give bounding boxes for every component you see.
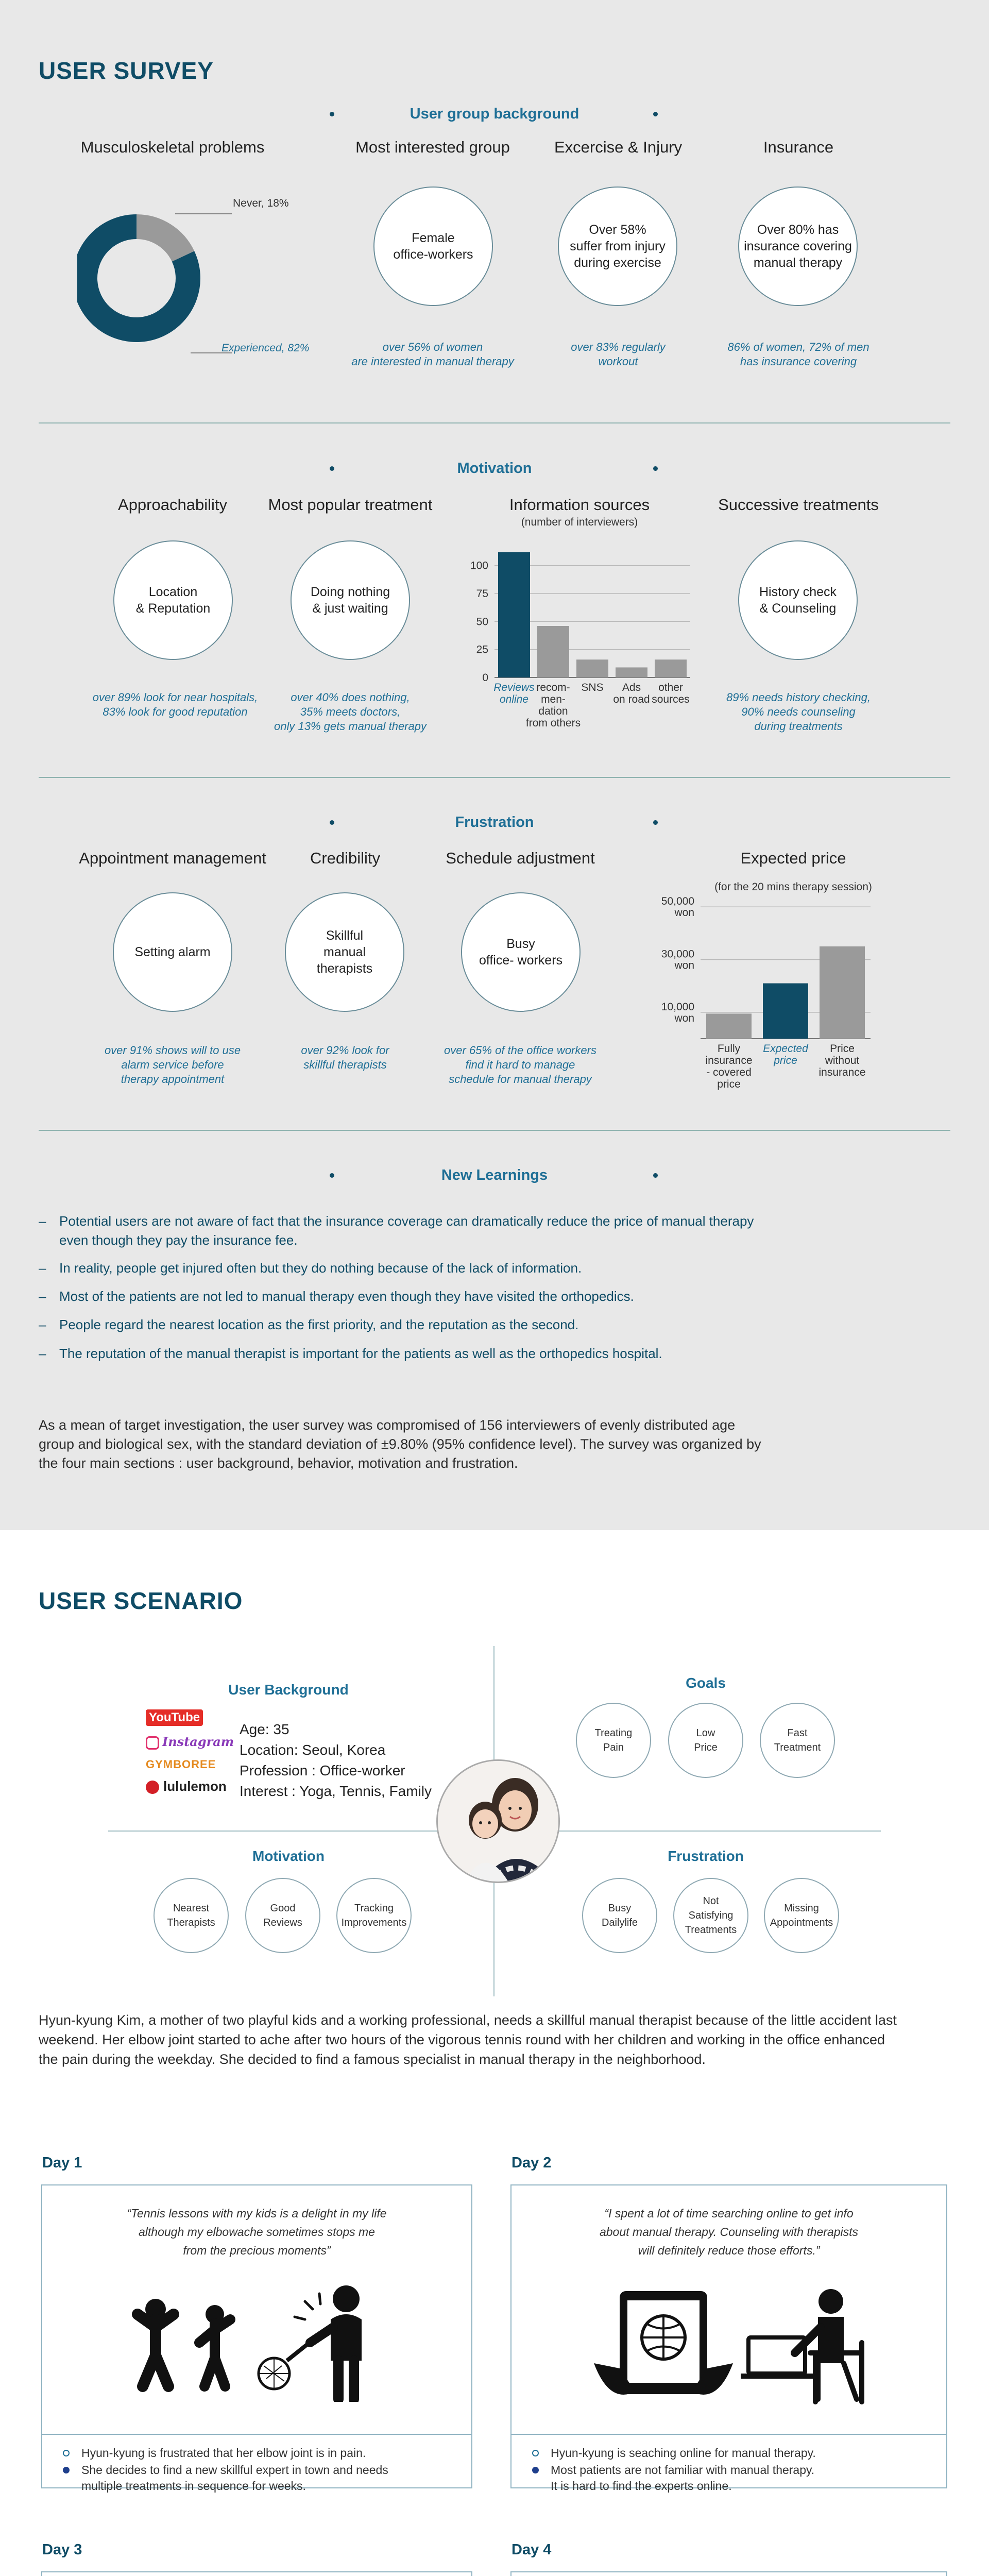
category-label: sources [652,693,690,705]
category-label: Reviews [493,682,535,693]
motivation-circle: Good Reviews [245,1878,320,1953]
circle-popular-treatment: Doing nothing & just waiting [291,540,410,660]
divider [39,422,950,423]
motivation-circle: Tracking Improvements [336,1878,412,1953]
day-2-card [510,2184,947,2493]
background-heading: User group background [0,106,989,123]
bar [706,1013,752,1039]
bar [576,659,608,677]
online-search-icon [589,2281,877,2404]
circle-insurance: Over 80% has insurance covering manual therapy [738,187,858,306]
note: over 56% of women are interested in manual therapy [351,341,514,368]
circle-approachability: Location & Reputation [113,540,233,660]
day-footer [511,2434,946,2435]
note: over 83% regularly workout [571,341,666,368]
information-sources-chart [453,536,701,742]
musculoskeletal-donut [77,185,325,371]
mother-child-photo-icon [438,1761,560,1883]
col-title: Successive treatments [718,496,879,514]
day-quote: “Tennis lessons with my kids is a delight in my life although my elbowache sometimes stops me from the precious moments” [127,2207,387,2257]
circle-successive-treatments: History check & Counseling [738,540,858,660]
learning-item: – People regard the nearest location as the first priority, and the reputation as the second. [39,1317,579,1332]
y-tick-label: 75 [476,587,488,600]
category-label: online [499,693,529,705]
lululemon-logo: lululemon [146,1778,227,1794]
scenario-story: Hyun-kyung Kim, a mother of two playful kids and a working professional, needs a skillful manual therapist because of the little accident last weekend. Her elbow joint started to ache after two hours of the vigorous tennis round with her children and working in the office enhanced the pain during the weekday. She decided to find a famous specialist in manual therapy in the neighborhood. [39,2012,897,2067]
expected-price-chart [639,891,907,1108]
instagram-icon [146,1736,159,1750]
bar [498,552,530,677]
day-2-title: Day 2 [511,2155,552,2171]
circle-exercise-injury: Over 58% suffer from injury during exercise [558,187,677,306]
col-title: Most popular treatment [268,496,433,514]
y-tick-label: 0 [482,672,488,684]
category-label: - covered [706,1066,752,1078]
category-label: other [658,682,683,693]
day-1-title: Day 1 [42,2155,82,2171]
learning-item: – In reality, people get injured often but they do nothing because of the lack of information. [39,1260,582,1276]
y-tick-label: 25 [476,643,488,656]
circle-credibility: Skillful manual therapists [285,892,404,1012]
motivation-heading: Motivation [252,1848,325,1864]
bar [537,626,569,677]
motivation-heading: Motivation [0,460,989,477]
col-title: Credibility [310,849,381,867]
category-label: Ads [622,682,641,693]
goals-heading: Goals [686,1675,726,1691]
note: 89% needs history checking, 90% needs counseling during treatments [726,691,871,733]
note: over 65% of the office workers find it hard to manage schedule for manual therapy [444,1044,596,1086]
category-label: insurance [819,1066,866,1078]
category-label: insurance [705,1055,753,1066]
category-label: dation [538,705,568,717]
y-tick-label: 10,000 [661,1001,694,1013]
day-bullet: Most patients are not familiar with manual therapy. It is hard to find the experts online. [530,2462,937,2494]
category-label: from others [525,717,581,729]
day-bullet: Hyun-kyung is frustrated that her elbow joint is in pain. [61,2445,463,2461]
circle-schedule: Busy office- workers [461,892,581,1012]
note: over 40% does nothing, 35% meets doctors, only 13% gets manual therapy [274,691,427,733]
day-1-card [41,2184,472,2493]
bar [763,984,808,1039]
donut-never-label: Never, 18% [233,197,289,209]
y-tick-label: 50,000 [661,895,694,908]
y-tick-label: won [674,1012,694,1024]
col-title: Insurance [763,138,834,156]
day-3-card [41,2571,472,2576]
category-label: on road [613,693,650,705]
learnings-heading: New Learnings [0,1167,989,1184]
note: over 91% shows will to use alarm service before therapy appointment [104,1044,241,1086]
survey-summary: As a mean of target investigation, the user survey was compromised of 156 interviewers of evenly distributed age group and biological sex, with the standard deviation of ±9.80% (95% confidence level). The survey was organized by the four main sections : user background, behavior, motivation and frustration. [39,1417,761,1471]
bar [820,946,865,1039]
col-title: Information sources [509,496,650,514]
day-bullet: Hyun-kyung is seaching online for manual therapy. [530,2445,937,2461]
gymboree-logo: GYMBOREE [146,1758,216,1771]
day-footer [42,2434,471,2435]
motivation-circle: Nearest Therapists [154,1878,229,1953]
note: over 89% look for near hospitals, 83% look for good reputation [92,691,258,718]
day-bullet: She decides to find a new skillful expert in town and needs multiple treatments in sequence for weeks. [61,2462,463,2494]
col-title: Appointment management [79,849,266,867]
bar [655,659,687,677]
y-tick-label: won [674,959,694,972]
circle-most-interested: Female office-workers [373,187,493,306]
persona-avatar [436,1759,560,1883]
frustration-circle: Not Satisfying Treatments [673,1878,748,1953]
note: over 92% look for skillful therapists [301,1044,389,1071]
user-background-heading: User Background [228,1682,349,1698]
frustration-heading: Frustration [0,814,989,831]
col-title: Musculoskeletal problems [80,138,265,156]
category-label: recom- [536,682,570,693]
learning-item: – Most of the patients are not led to manual therapy even though they have visited the orthopedics. [39,1289,634,1304]
frustration-circle: Busy Dailylife [582,1878,657,1953]
frustration-circle: Missing Appointments [764,1878,839,1953]
y-tick-label: won [674,907,694,919]
category-label: price [717,1078,741,1090]
donut-experienced-label: Experienced, 82% [221,342,310,354]
category-label: men- [541,693,566,705]
goal-circle: Fast Treatment [760,1703,835,1778]
col-title: Most interested group [355,138,510,156]
col-title: Approachability [118,496,227,514]
lululemon-icon [146,1781,159,1794]
circle-appointment: Setting alarm [113,892,232,1012]
col-title: Excercise & Injury [554,138,683,156]
info-sources-subtitle: (number of interviewers) [521,516,638,528]
day-4-title: Day 4 [511,2541,552,2558]
youtube-logo: YouTube [146,1709,203,1726]
y-tick-label: 50 [476,616,488,628]
category-label: Price [830,1043,855,1055]
divider [39,1130,950,1131]
day-quote: “I spent a lot of time searching online to get info about manual therapy. Counseling with therapists will definitely reduce those efforts.” [599,2207,859,2257]
persona-details: Age: 35 Location: Seoul, Korea Profession : Office-worker Interest : Yoga, Tennis, Family [240,1721,432,1799]
survey-title: USER SURVEY [39,57,214,84]
category-label: Expected [763,1043,808,1055]
category-label: price [774,1055,797,1066]
y-tick-label: 100 [470,560,488,572]
goal-circle: Low Price [668,1703,743,1778]
day-3-title: Day 3 [42,2541,82,2558]
tennis-family-icon [120,2278,398,2402]
divider [39,777,950,778]
goal-circle: Treating Pain [576,1703,651,1778]
note: 86% of women, 72% of men has insurance covering [727,341,869,368]
category-label: SNS [581,682,604,693]
bar [616,667,647,677]
col-title: Schedule adjustment [446,849,595,867]
instagram-logo: Instagram [146,1734,234,1750]
category-label: without [825,1055,860,1066]
learning-item: – The reputation of the manual therapist is important for the patients as well as the orthopedics hospital. [39,1346,662,1361]
col-title: Expected price [740,849,846,867]
learning-item: – Potential users are not aware of fact that the insurance coverage can dramatically reduce the price of manual therapy even though they pay the insurance fee. [39,1213,754,1248]
scenario-title: USER SCENARIO [39,1587,243,1614]
day-4-card [510,2571,947,2576]
y-tick-label: 30,000 [661,948,694,960]
expected-price-subtitle: (for the 20 mins therapy session) [714,881,872,893]
frustration-heading: Frustration [668,1848,744,1864]
category-label: Fully [717,1043,741,1055]
